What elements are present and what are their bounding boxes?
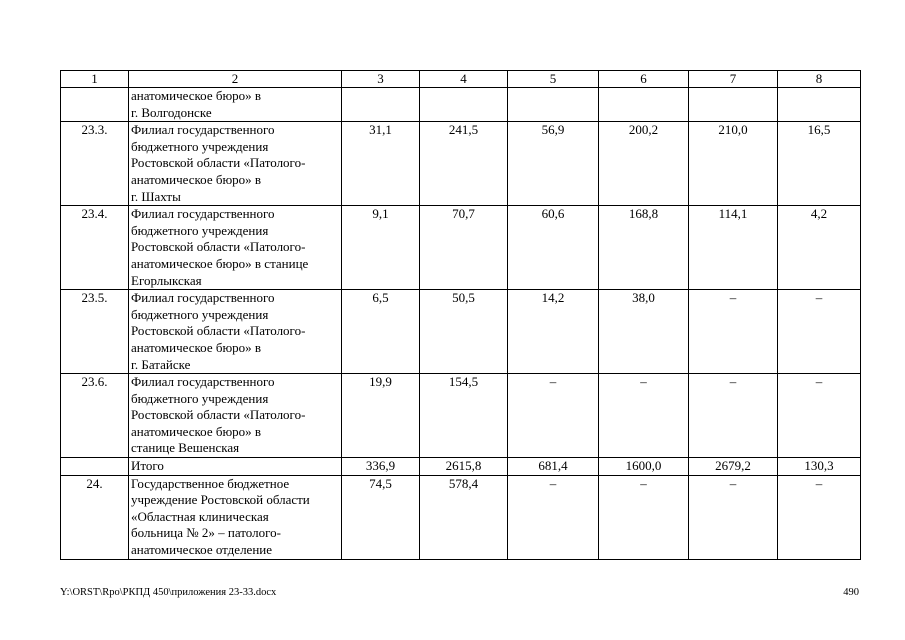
column-header: 5: [508, 71, 599, 88]
value-cell: 14,2: [508, 290, 599, 374]
value-cell: 31,1: [342, 122, 420, 206]
value-cell: 2679,2: [689, 458, 778, 476]
table-row: [61, 475, 861, 559]
institution-name: Итого: [129, 458, 342, 476]
value-cell: 241,5: [420, 122, 508, 206]
row-number: 24.: [61, 475, 129, 559]
value-cell: 16,5: [778, 122, 861, 206]
value-cell: –: [599, 475, 689, 559]
value-cell: 130,3: [778, 458, 861, 476]
value-cell: –: [778, 374, 861, 458]
institution-name: Филиал государственного бюджетного учреждения Ростовской области «Патолого- анатомическое бюро» в станице Вешенская: [129, 374, 342, 458]
column-header: 3: [342, 71, 420, 88]
value-cell: 2615,8: [420, 458, 508, 476]
data-table: [60, 70, 861, 560]
value-cell: 74,5: [342, 475, 420, 559]
column-header: 6: [599, 71, 689, 88]
row-number: 23.4.: [61, 206, 129, 290]
value-cell: –: [689, 374, 778, 458]
value-cell: 114,1: [689, 206, 778, 290]
footer-file-path: Y:\ORST\Rpo\РКПД 450\приложения 23-33.docx: [60, 587, 277, 598]
row-number: [61, 88, 129, 122]
value-cell: –: [778, 290, 861, 374]
row-number: 23.5.: [61, 290, 129, 374]
value-cell: [342, 88, 420, 122]
value-cell: 19,9: [342, 374, 420, 458]
value-cell: 38,0: [599, 290, 689, 374]
value-cell: 56,9: [508, 122, 599, 206]
value-cell: 6,5: [342, 290, 420, 374]
row-number: 23.3.: [61, 122, 129, 206]
institution-name: Государственное бюджетное учреждение Ростовской области «Областная клиническая больница № 2» – патолого- анатомическое отделение: [129, 475, 342, 559]
value-cell: –: [689, 475, 778, 559]
value-cell: [508, 88, 599, 122]
table-row: [61, 458, 861, 476]
row-number: 23.6.: [61, 374, 129, 458]
value-cell: 70,7: [420, 206, 508, 290]
institution-name: Филиал государственного бюджетного учреждения Ростовской области «Патолого- анатомическое бюро» в г. Шахты: [129, 122, 342, 206]
value-cell: –: [778, 475, 861, 559]
value-cell: –: [689, 290, 778, 374]
table-body: [61, 88, 861, 560]
table-row: [61, 88, 861, 122]
column-header: 2: [129, 71, 342, 88]
column-header: 4: [420, 71, 508, 88]
value-cell: [420, 88, 508, 122]
value-cell: 336,9: [342, 458, 420, 476]
value-cell: [599, 88, 689, 122]
table-row: [61, 206, 861, 290]
institution-name: анатомическое бюро» в г. Волгодонске: [129, 88, 342, 122]
table-row: [61, 290, 861, 374]
page-number: 490: [843, 587, 859, 598]
table-row: [61, 122, 861, 206]
value-cell: 9,1: [342, 206, 420, 290]
value-cell: 168,8: [599, 206, 689, 290]
institution-name: Филиал государственного бюджетного учреждения Ростовской области «Патолого- анатомическое бюро» в г. Батайске: [129, 290, 342, 374]
value-cell: 210,0: [689, 122, 778, 206]
value-cell: –: [508, 475, 599, 559]
value-cell: [689, 88, 778, 122]
value-cell: 681,4: [508, 458, 599, 476]
table-row: [61, 374, 861, 458]
value-cell: –: [599, 374, 689, 458]
value-cell: –: [508, 374, 599, 458]
value-cell: 60,6: [508, 206, 599, 290]
column-header: 8: [778, 71, 861, 88]
value-cell: [778, 88, 861, 122]
value-cell: 200,2: [599, 122, 689, 206]
value-cell: 1600,0: [599, 458, 689, 476]
header-row: [61, 71, 861, 88]
institution-name: Филиал государственного бюджетного учреждения Ростовской области «Патолого- анатомическое бюро» в станице Егорлыкская: [129, 206, 342, 290]
value-cell: 4,2: [778, 206, 861, 290]
row-number: [61, 458, 129, 476]
column-header: 1: [61, 71, 129, 88]
value-cell: 50,5: [420, 290, 508, 374]
value-cell: 578,4: [420, 475, 508, 559]
value-cell: 154,5: [420, 374, 508, 458]
column-header: 7: [689, 71, 778, 88]
